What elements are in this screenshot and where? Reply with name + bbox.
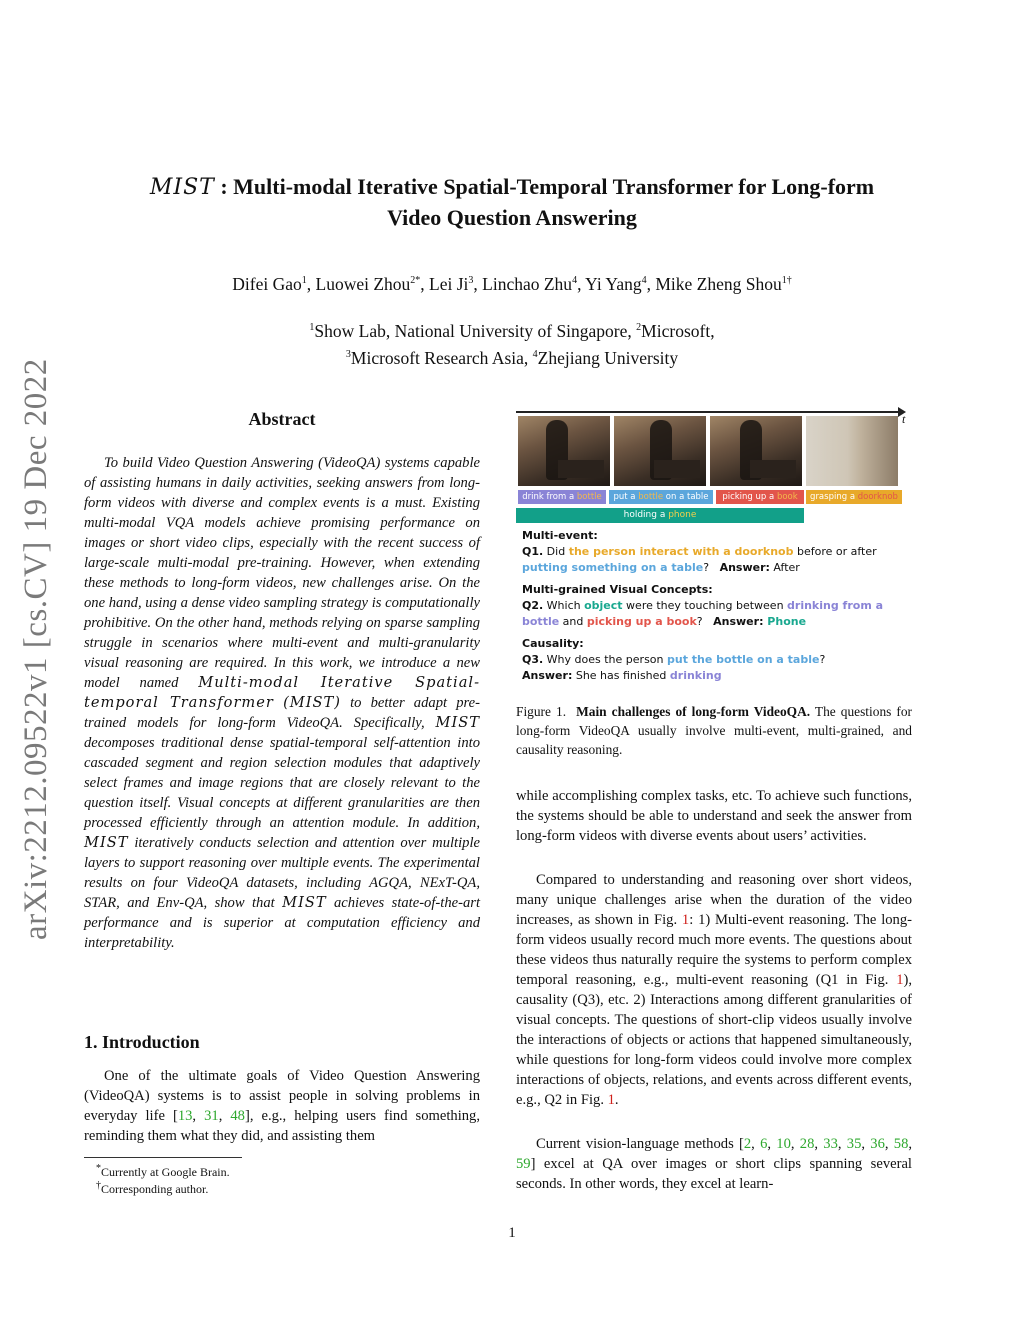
affil-mark: 1 (309, 322, 315, 333)
author-mark: 1 (301, 275, 307, 286)
q-highlight: picking up a book (586, 615, 697, 628)
answer-text: Phone (763, 615, 807, 628)
q-text: before or after (793, 545, 877, 558)
q-highlight: drinking (669, 669, 722, 682)
q-text: Did (543, 545, 569, 558)
event-object: book (776, 492, 798, 502)
table-shape (558, 460, 604, 478)
intro-text: ], e.g., helping users find something, reminding them what they did, and assisting them (84, 1108, 481, 1144)
q-highlight: put the bottle on a table (667, 653, 820, 666)
footnote-text: Currently at Google Brain. (101, 1165, 230, 1179)
video-frame (710, 416, 802, 486)
author-mark: 4 (641, 275, 647, 286)
q-text: ? (819, 653, 826, 666)
q-text: Which (543, 599, 585, 612)
table-shape (750, 460, 796, 478)
citation-link[interactable]: 48 (230, 1108, 245, 1124)
author-name: Yi Yang (585, 273, 642, 294)
event-text: put a (613, 492, 639, 502)
event-text: holding a (623, 510, 669, 520)
q3-heading: Causality: (522, 637, 584, 650)
q3-block (522, 636, 912, 684)
mist-name: MIST (84, 834, 129, 851)
holding-bar (516, 508, 804, 523)
event-text: picking up a (722, 492, 777, 502)
video-frame (614, 416, 706, 486)
mist-fullname: Multi-modal Iterative Spatial-temporal Transformer (84, 674, 480, 711)
q-highlight: object (584, 599, 623, 612)
video-frame (518, 416, 610, 486)
body-text: ] excel at QA over images or short clips spanning several seconds. In other words, they excel at learn- (516, 1156, 912, 1192)
q-highlight: drinking from a bottle (522, 599, 884, 628)
q3-label: Q3. (522, 653, 544, 666)
title-mist-name: MIST (149, 175, 215, 200)
q2-label: Q2. (522, 599, 544, 612)
citation-link[interactable]: 28 (799, 1136, 815, 1152)
event-object: bottle (576, 492, 602, 502)
video-frame-door (806, 416, 898, 486)
timeline-axis (516, 411, 902, 413)
title-line-2: Video Question Answering (387, 205, 637, 230)
citation-link[interactable]: 6 (760, 1136, 768, 1152)
q-text: and (559, 615, 587, 628)
answer-text: She has finished (572, 669, 670, 682)
author-name: Difei Gao (232, 273, 302, 294)
right-paragraph-2 (516, 870, 912, 1110)
intro-text: One of the ultimate goals of Video Question Answering (VideoQA) systems is to assist people in solving problems in everyday life [ (84, 1068, 480, 1124)
figure-ref-link[interactable]: 1 (896, 972, 904, 988)
citation-link[interactable]: 10 (776, 1136, 791, 1152)
affil-1: Show Lab, National University of Singapore, (314, 320, 637, 341)
abstract-text: decomposes traditional dense spatial-temporal self-attention into cascaded segment and region selection modules that adaptively select frames and image regions that are closely relevant to the question itself. Visual concepts at different granularities are then processed efficiently through an attention module. In addition, (84, 735, 480, 831)
answer-label: Answer: (522, 669, 573, 682)
mist-name: MIST (435, 714, 480, 731)
caption-title: Main challenges of long-form VideoQA. (576, 704, 811, 719)
time-label: t (902, 412, 906, 426)
event-bar (806, 490, 902, 504)
footnote-mark: † (96, 1180, 101, 1191)
affil-3: Microsoft Research Asia, (350, 347, 533, 368)
title-line-1: : Multi-modal Iterative Spatial-Temporal Transformer for Long-form (214, 174, 875, 199)
abstract-text: iteratively conducts selection and attention over multiple layers to support reasoning over multiple events. The experimental results on four VideoQA datasets, including AGQA, NExT-QA, STAR, and Env-QA, show that (84, 835, 480, 911)
author-name: Mike Zheng Shou (655, 273, 782, 294)
author-mark: 1† (781, 275, 792, 286)
author-name: Linchao Zhu (482, 273, 573, 294)
author-mark: 4 (572, 275, 578, 286)
author-mark: 2* (410, 275, 421, 286)
q-text: were they touching between (622, 599, 788, 612)
q-highlight: putting something on a table (522, 561, 704, 574)
body-text: Compared to understanding and reasoning over short videos, many unique challenges arise when the duration of the video increases, as shown in Fig. (516, 872, 912, 928)
body-text: : 1) Multi-event reasoning. The long-form videos usually record much more events. The questions about these videos thus naturally require the systems to perform complex temporal reasoning, e.g., multi-event reasoning (Q1 in Fig. (516, 912, 912, 988)
figure-ref-link[interactable]: 1 (607, 1092, 615, 1108)
event-bar (716, 490, 804, 504)
mist-abbr: (MIST) (283, 694, 341, 711)
answer-text: After (769, 561, 800, 574)
q1-block (522, 528, 912, 576)
abstract-body (84, 453, 480, 953)
event-text: on a table (663, 492, 709, 502)
caption-label: Figure 1. (516, 704, 567, 719)
figure-1 (516, 408, 912, 690)
intro-paragraph: One of the ultimate goals of Video Question Answering (VideoQA) systems is to assist people in solving problems in everyday life [13, 31, 48], e.g., helping users find something, reminding them what they did, and assisting them (84, 1068, 481, 1144)
author-list: Difei Gao$^1$, Luowei Zhou$^{2*}$, Lei Ji$^3$, Linchao Zhu$^4$, Yi Yang$^4$, Mike Zheng Shou$^{1\dagger}$ (232, 273, 792, 294)
paper-title (0, 172, 1024, 233)
q1-heading: Multi-event: (522, 529, 598, 542)
body-text: Current vision-language methods [ (536, 1136, 744, 1152)
event-bar (609, 490, 713, 504)
figure-ref-link[interactable]: 1 (681, 912, 690, 928)
event-bar (518, 490, 606, 504)
affil-mark: 3 (345, 348, 351, 360)
citation-link[interactable]: 59 (516, 1156, 531, 1172)
q-text: ? (696, 615, 703, 628)
event-object: bottle (638, 492, 664, 502)
arxiv-stamp: arXiv:2212.09522v1 [cs.CV] 19 Dec 2022 (18, 358, 54, 940)
citation-link[interactable]: 58 (893, 1136, 909, 1152)
citation-link[interactable]: 36 (870, 1136, 885, 1152)
citation-link[interactable]: 13 (177, 1108, 193, 1124)
footnote-2 (96, 1178, 208, 1197)
intro-heading: 1. Introduction (84, 1032, 200, 1052)
affil-2: Microsoft, (641, 320, 715, 341)
q-text: ? (703, 561, 710, 574)
table-shape (654, 460, 700, 478)
affil-mark: 4 (532, 348, 538, 360)
answer-label: Answer: (713, 615, 764, 628)
abstract-text: achieves state-of-the-art performance and is superior at computation efficiency and interpretability. (84, 895, 480, 951)
mist-name: MIST (282, 894, 327, 911)
citation-link[interactable]: 2 (743, 1136, 752, 1152)
event-text: drink from a (522, 492, 577, 502)
abstract-text: To build Video Question Answering (VideoQA) systems capable of assisting humans in daily activities, seeking answers from long-form videos with diverse and complex events is a must. Existing multi-modal VQA models achieve promising performance on images or short video clips, especially with the recent success of large-scale multi-modal pre-training. However, when extending these methods to long-form videos, new challenges arise. On the one hand, using a dense video sampling strategy is computationally prohibitive. On the other hand, methods relying on sparse sampling struggle in scenarios where multi-event and multi-granularity visual reasoning are required. In this work, we introduce a new model named (84, 455, 480, 691)
affil-4: Zhejiang University (537, 347, 679, 368)
author-mark: 3 (468, 275, 474, 286)
affil-mark: 2 (636, 322, 642, 333)
q-highlight: the person interact with a doorknob (568, 545, 794, 558)
author-name: Lei Ji (429, 273, 469, 294)
q2-block (522, 582, 912, 630)
event-object: phone (668, 510, 697, 520)
q1-label: Q1. (522, 545, 544, 558)
citation-link[interactable]: 33 (823, 1136, 838, 1152)
footnote-divider (84, 1157, 242, 1158)
affiliations (0, 316, 1024, 370)
figure-caption (516, 702, 912, 759)
right-paragraph-1: while accomplishing complex tasks, etc. To achieve such functions, the systems should be able to understand and seek the answer from long-form videos with diverse events about users’ activities. (516, 788, 912, 844)
caption-text: The questions for long-form VideoQA usually involve multi-event, multi-grained, and causality reasoning. (516, 704, 912, 757)
body-text: . (614, 1092, 619, 1108)
event-object: doorknob (857, 492, 898, 502)
citation-link[interactable]: 31 (204, 1108, 219, 1124)
right-paragraph-3: Current vision-language methods [2, 6, 10, 28, 33, 35, 36, 58, 59] excel at QA over images or short clips spanning several seconds. In other words, they excel at learn- (516, 1136, 913, 1192)
body-text: ), causality (Q3), etc. 2) Interactions among different granularities of visual concepts. The questions of short-clip videos usually involve the interactions of objects or actions that happened simultaneously, while questions for long-form videos could involve more complex interactions of objects, relations, and events across different events, e.g., Q2 in Fig. (516, 972, 912, 1108)
author-name: Luowei Zhou (315, 273, 411, 294)
footnote-mark: * (96, 1163, 101, 1174)
page-number: 1 (508, 1225, 516, 1241)
abstract-heading: Abstract (248, 409, 316, 429)
event-text: grasping a (810, 492, 858, 502)
q-text: Why does the person (543, 653, 667, 666)
citation-link[interactable]: 35 (846, 1136, 862, 1152)
footnote-text: Corresponding author. (101, 1182, 209, 1196)
q2-heading: Multi-grained Visual Concepts: (522, 583, 713, 596)
answer-label: Answer: (719, 561, 770, 574)
abstract-text: to better adapt pre-trained models for long-form VideoQA. Specifically, (84, 695, 480, 731)
